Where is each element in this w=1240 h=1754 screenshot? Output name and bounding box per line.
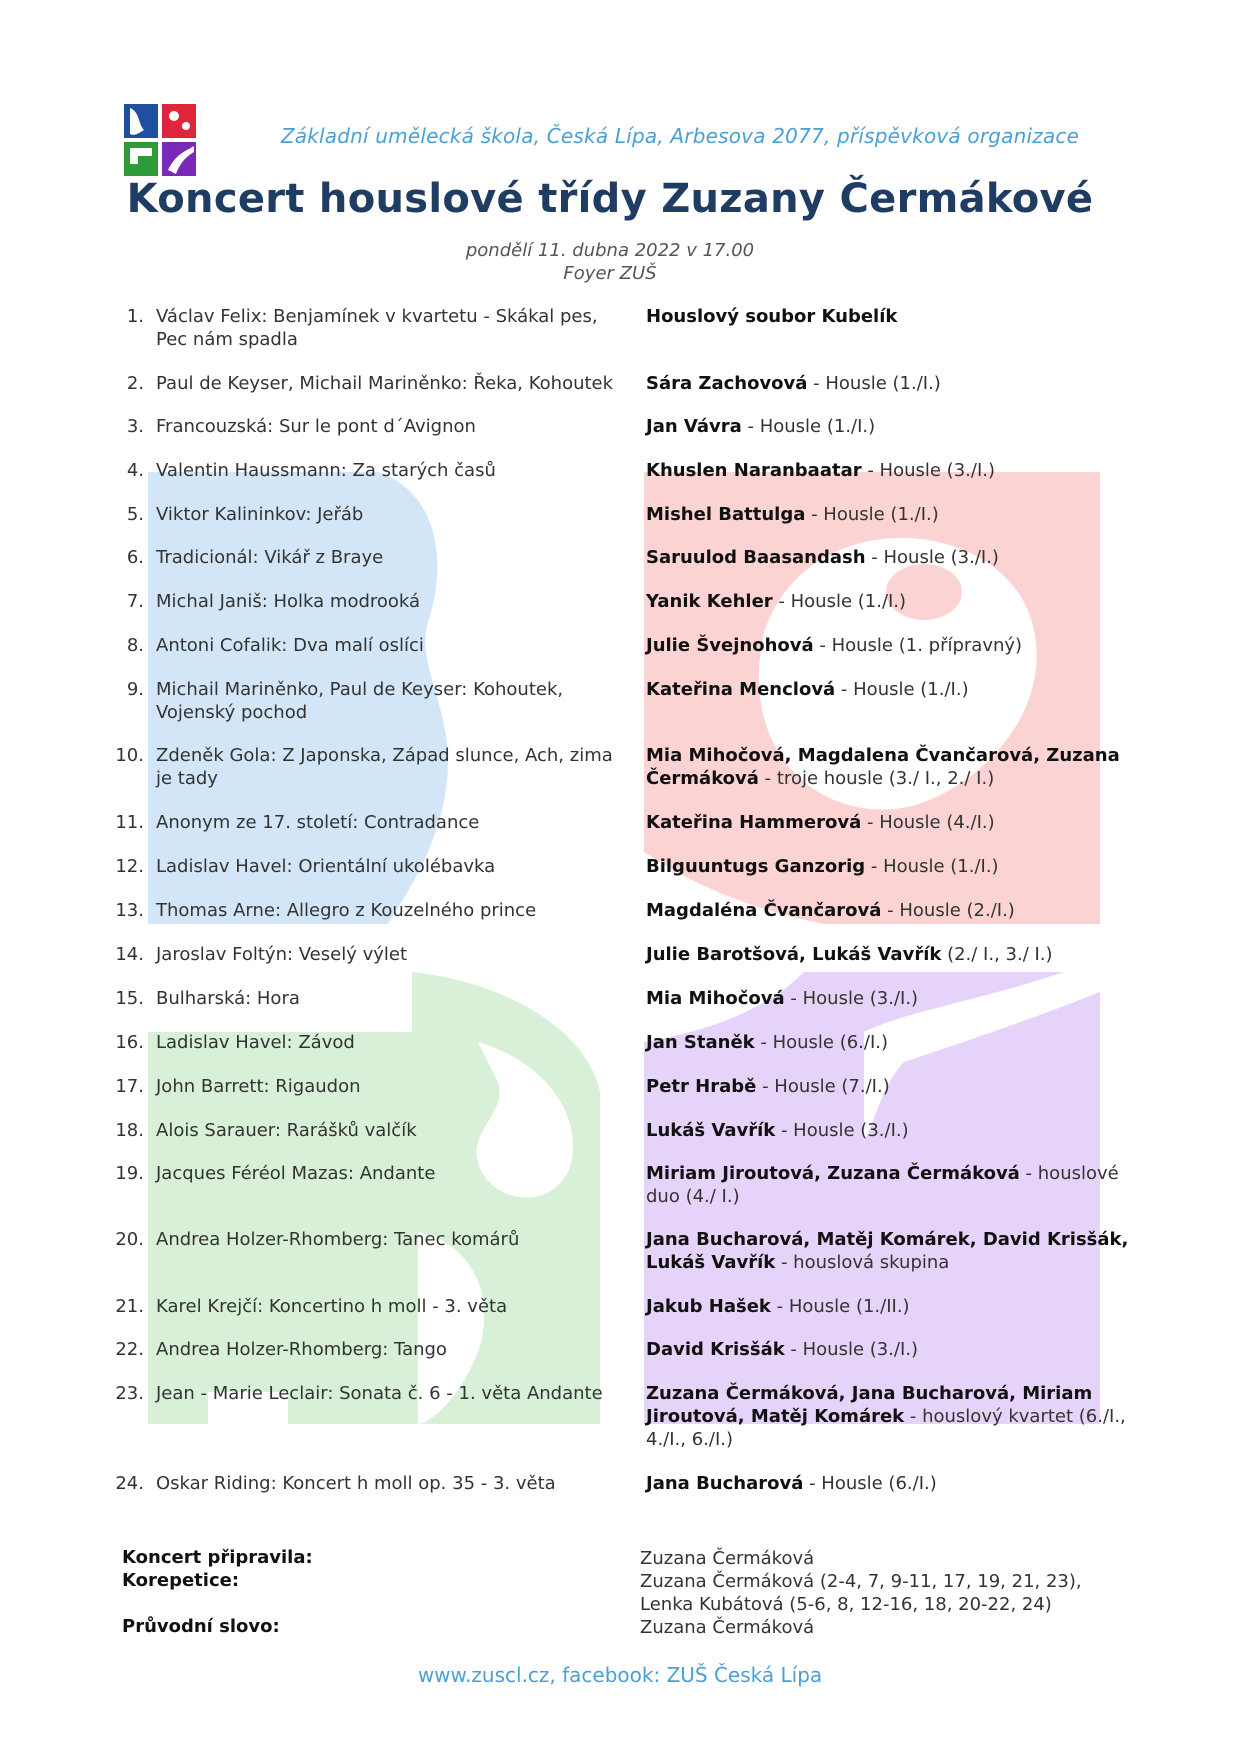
- program-item-performer-block: [646, 987, 1146, 1010]
- program-item-detail: - Housle (2./I.): [881, 900, 1015, 921]
- program-item-performer: Petr Hrabě: [646, 1076, 757, 1097]
- program-item-number: 17.: [115, 1076, 144, 1097]
- program-item-piece: John Barrett: Rigaudon: [156, 1076, 361, 1097]
- program-item-number: 12.: [115, 856, 144, 877]
- program-item-piece: Oskar Riding: Koncert h moll op. 35 - 3. věta: [156, 1473, 556, 1494]
- program-item-performer: Saruulod Baasandash: [646, 547, 866, 568]
- program-item-number: 5.: [126, 504, 144, 525]
- program-item-number: 24.: [115, 1473, 144, 1494]
- program-item-performer-block: [646, 1075, 1146, 1098]
- program-item-performer-block: [646, 1382, 1146, 1451]
- program-item-number: 10.: [115, 745, 144, 766]
- program-item-performer: Kateřina Hammerová: [646, 812, 862, 833]
- program-item-performer: Jana Bucharová, Matěj Komárek, David Krisšák, Lukáš Vavřík: [646, 1229, 1129, 1273]
- program-item-piece: Jacques Féréol Mazas: Andante: [156, 1163, 436, 1184]
- program-item-number: 9.: [126, 679, 144, 700]
- program-item-performer: Julie Švejnohová: [646, 635, 814, 656]
- program-item-performer-block: [646, 590, 1146, 613]
- program-item-piece: Alois Sarauer: Rarášků valčík: [156, 1120, 417, 1141]
- program-item-number: 4.: [126, 460, 144, 481]
- program-item-number: 23.: [115, 1383, 144, 1404]
- program-item-piece: Bulharská: Hora: [156, 988, 300, 1009]
- program-item-performer: Mia Mihočová: [646, 988, 785, 1009]
- program-item-detail: - Housle (1./I.): [741, 416, 876, 437]
- program-item-detail: - Housle (6./I.): [754, 1032, 889, 1053]
- program-item-number: 22.: [115, 1339, 144, 1360]
- program-item-number: 18.: [115, 1120, 144, 1141]
- program-item-piece: Anonym ze 17. století: Contradance: [156, 812, 480, 833]
- program-item-detail: - Housle (1./I.): [865, 856, 999, 877]
- program-item-number: 1.: [126, 306, 144, 327]
- program-item-performer-block: [646, 459, 1146, 482]
- program-item-piece: Paul de Keyser, Michail Mariněnko: Řeka, Kohoutek: [156, 373, 614, 394]
- program-item-detail: - troje housle (3./ I., 2./ I.): [758, 768, 995, 789]
- program-item-piece: Karel Krejčí: Koncertino h moll - 3. věta: [156, 1296, 508, 1317]
- program-item-number: 15.: [115, 988, 144, 1009]
- program-item-detail: - Housle (1./II.): [770, 1296, 910, 1317]
- program-item-piece: Ladislav Havel: Orientální ukolébavka: [156, 856, 496, 877]
- program-item-detail: - houslová skupina: [775, 1252, 950, 1273]
- program-item-piece: Václav Felix: Benjamínek v kvartetu - Skákal pes, Pec nám spadla: [156, 306, 598, 350]
- prepared-value: Zuzana Čermáková: [640, 1548, 815, 1569]
- program-item-performer: Miriam Jiroutová, Zuzana Čermáková: [646, 1163, 1020, 1184]
- program-item-number: 16.: [115, 1032, 144, 1053]
- program-item-piece: Jean - Marie Leclair: Sonata č. 6 - 1. věta Andante: [156, 1383, 603, 1404]
- program-item-detail: - Housle (3./I.): [784, 988, 919, 1009]
- program-item-performer: Jana Bucharová: [646, 1473, 804, 1494]
- program-item-performer-block: [646, 634, 1146, 657]
- program-item-performer-block: [646, 1338, 1146, 1361]
- school-name: Základní umělecká škola, Česká Lípa, Arbesova 2077, příspěvková organizace: [280, 124, 1080, 148]
- program-item-detail: - Housle (6./I.): [803, 1473, 937, 1494]
- program-item-performer: Sára Zachovová: [646, 373, 808, 394]
- concert-date: pondělí 11. dubna 2022 v 17.00: [465, 240, 755, 261]
- concert-venue: Foyer ZUŠ: [563, 263, 657, 284]
- program-item-performer: David Krisšák: [646, 1339, 785, 1360]
- program-item-performer: Zuzana Čermáková, Jana Bucharová, Miriam Jiroutová, Matěj Komárek: [646, 1383, 1093, 1427]
- program-item-performer: Jakub Hašek: [646, 1296, 771, 1317]
- program-item-performer: Yanik Kehler: [646, 591, 773, 612]
- program-item-detail: - houslové duo (4./ I.): [646, 1163, 1119, 1207]
- program-item-number: 20.: [115, 1229, 144, 1250]
- program-item-piece: Tradicionál: Vikář z Braye: [156, 547, 384, 568]
- program-item-performer-block: [646, 1031, 1146, 1054]
- program-item-performer: Bilguuntugs Ganzorig: [646, 856, 866, 877]
- program-item-number: 8.: [126, 635, 144, 656]
- program-item-piece: Ladislav Havel: Závod: [156, 1032, 355, 1053]
- school-logo: [124, 104, 196, 176]
- program-item-piece: Thomas Arne: Allegro z Kouzelného prince: [156, 900, 537, 921]
- program-item-number: 7.: [126, 591, 144, 612]
- website-link[interactable]: www.zuscl.cz, facebook: ZUŠ Česká Lípa: [417, 1663, 823, 1687]
- program-item-performer: Jan Staněk: [646, 1032, 755, 1053]
- program-item-number: 6.: [126, 547, 144, 568]
- program-item-piece: Zdeněk Gola: Z Japonska, Západ slunce, Ach, zima je tady: [156, 745, 613, 789]
- program-item-performer: Magdaléna Čvančarová: [646, 900, 882, 921]
- program-item-detail: - Housle (1./I.): [772, 591, 907, 612]
- korepetice-label: Korepetice:: [122, 1570, 240, 1591]
- program-item-piece: Viktor Kalininkov: Jeřáb: [156, 504, 364, 525]
- program-item-performer-block: [646, 1119, 1146, 1142]
- program-item-detail: - Housle (3./I.): [861, 460, 995, 481]
- program-item-number: 21.: [115, 1296, 144, 1317]
- program-item-number: 3.: [126, 416, 144, 437]
- program-item-performer-block: [646, 899, 1146, 922]
- slovo-value: Zuzana Čermáková: [640, 1617, 815, 1638]
- program-item-performer-block: [646, 1228, 1146, 1274]
- program-item-performer-block: [646, 305, 1146, 328]
- page-title: Koncert houslové třídy Zuzany Čermákové: [126, 176, 1094, 222]
- korepetice-value: Zuzana Čermáková (2-4, 7, 9-11, 17, 19, 21, 23), Lenka Kubátová (5-6, 8, 12-16, 18, 20-22, 24): [640, 1571, 1082, 1615]
- program-item-performer-block: [646, 1162, 1146, 1208]
- program-item-performer-block: [646, 855, 1146, 878]
- program-item-performer: Khuslen Naranbaatar: [646, 460, 862, 481]
- program-item-performer-block: [646, 503, 1146, 526]
- program-item-piece: Andrea Holzer-Rhomberg: Tango: [156, 1339, 447, 1360]
- program-item-performer-block: [646, 1295, 1146, 1318]
- program-item-piece: Antoni Cofalik: Dva malí oslíci: [156, 635, 424, 656]
- program-item-detail: - Housle (3./I.): [784, 1339, 919, 1360]
- program-item-number: 19.: [115, 1163, 144, 1184]
- program-item-performer: Houslový soubor Kubelík: [646, 306, 898, 327]
- program-item-performer-block: [646, 1472, 1146, 1495]
- program-item-performer: Julie Barotšová, Lukáš Vavřík: [646, 944, 942, 965]
- program-item-number: 14.: [115, 944, 144, 965]
- program-item-performer: Jan Vávra: [646, 416, 742, 437]
- program-item-detail: - Housle (3./I.): [775, 1120, 909, 1141]
- program-item-number: 11.: [115, 812, 144, 833]
- program-item-detail: - Housle (1./I.): [805, 504, 939, 525]
- program-item-piece: Francouzská: Sur le pont d´Avignon: [156, 416, 476, 437]
- program-item-performer-block: [646, 744, 1146, 790]
- program-item-detail: - houslový kvartet (6./I., 4./I., 6./I.): [646, 1406, 1126, 1450]
- program-item-performer: Mia Mihočová, Magdalena Čvančarová, Zuzana Čermáková: [646, 745, 1120, 789]
- program-item-performer: Kateřina Menclová: [646, 679, 836, 700]
- prepared-label: Koncert připravila:: [122, 1547, 313, 1568]
- program-item-detail: - Housle (1. přípravný): [813, 635, 1023, 656]
- program-item-performer: Lukáš Vavřík: [646, 1120, 776, 1141]
- program-item-performer: Mishel Battulga: [646, 504, 806, 525]
- program-item-piece: Michail Mariněnko, Paul de Keyser: Kohoutek, Vojenský pochod: [156, 679, 564, 723]
- program-item-number: 13.: [115, 900, 144, 921]
- program-item-piece: Jaroslav Foltýn: Veselý výlet: [156, 944, 408, 965]
- program-item-performer-block: [646, 943, 1146, 966]
- program-item-piece: Valentin Haussmann: Za starých časů: [156, 460, 496, 481]
- program-item-piece: Michal Janiš: Holka modrooká: [156, 591, 421, 612]
- program-item-performer-block: [646, 372, 1146, 395]
- program-item-detail: - Housle (1./I.): [835, 679, 969, 700]
- program-item-piece: Andrea Holzer-Rhomberg: Tanec komárů: [156, 1229, 520, 1250]
- program-item-detail: - Housle (4./I.): [861, 812, 995, 833]
- program-item-performer-block: [646, 811, 1146, 834]
- program-item-detail: (2./ I., 3./ I.): [941, 944, 1053, 965]
- program-item-detail: - Housle (3./I.): [865, 547, 999, 568]
- program-item-performer-block: [646, 546, 1146, 569]
- slovo-label: Průvodní slovo:: [122, 1616, 280, 1637]
- program-item-performer-block: [646, 415, 1146, 438]
- program-item-number: 2.: [126, 373, 144, 394]
- program-item-detail: - Housle (1./I.): [807, 373, 941, 394]
- logo-icon: [124, 104, 196, 176]
- program-item-detail: - Housle (7./I.): [756, 1076, 890, 1097]
- program-item-performer-block: [646, 678, 1146, 701]
